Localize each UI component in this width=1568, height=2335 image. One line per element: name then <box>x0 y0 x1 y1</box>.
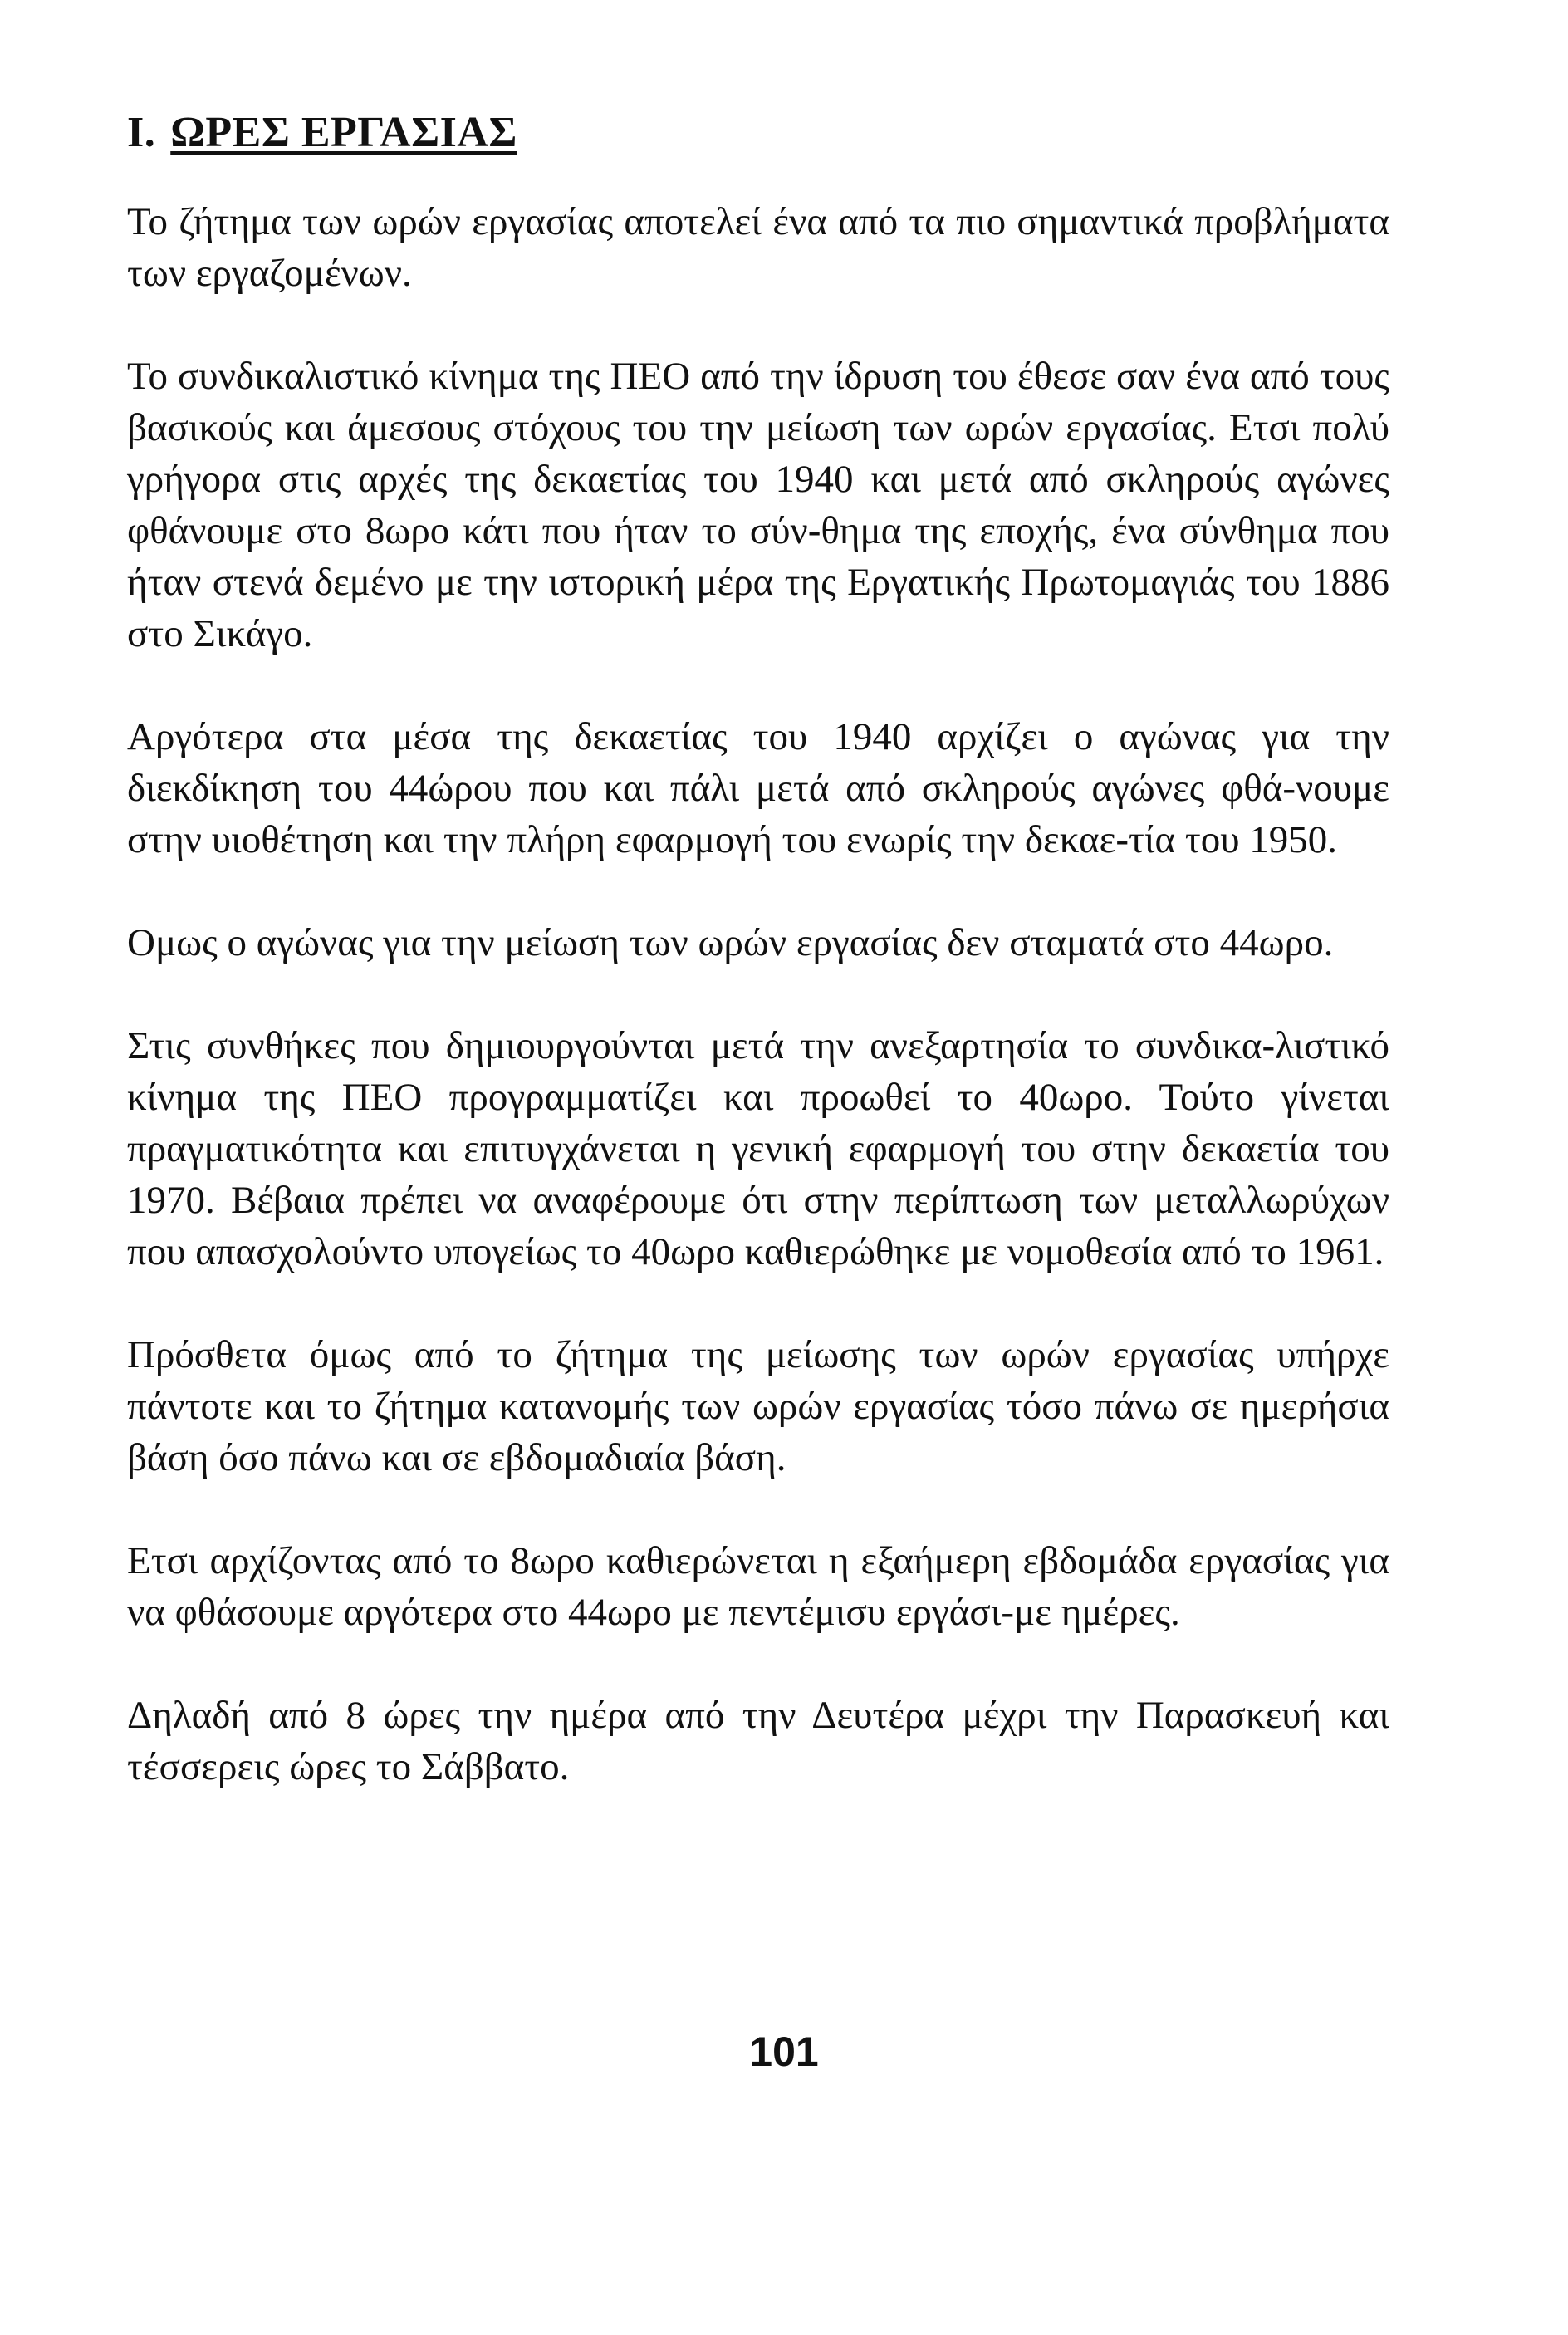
paragraph-4: Ομως ο αγώνας για την μείωση των ωρών εργασίας δεν σταματά στο 44ωρο. <box>127 921 1334 964</box>
page-number: 101 <box>749 2028 819 2075</box>
section-heading <box>127 106 1389 159</box>
paragraph-2: Το συνδικαλιστικό κίνημα της ΠΕΟ από την ίδρυση του έθεσε σαν ένα από τους βασικούς και άμεσους στόχους του την μείωση των ωρών εργασίας. Ετσι πολύ γρήγορα στις αρχές της δεκαετίας του 1940 και μετά από σκληρούς αγώνες φθάνουμε στο 8ωρο κάτι που ήταν το σύν-θημα της εποχής, ένα σύνθημα που ήταν στενά δεμένο με την ιστορική μέρα της Εργατικής Πρωτομαγιάς του 1886 στο Σικάγο. <box>127 355 1389 655</box>
paragraph-8: Δηλαδή από 8 ώρες την ημέρα από την Δευτέρα μέχρι την Παρασκευή και τέσσερεις ώρες το Σάββατο. <box>127 1694 1389 1788</box>
paragraph-7: Ετσι αρχίζοντας από το 8ωρο καθιερώνεται η εξαήμερη εβδομάδα εργασίας για να φθάσουμε αργότερα στο 44ωρο με πεντέμισυ εργάσι-με ημέρες. <box>127 1539 1389 1634</box>
paragraph-1: Το ζήτημα των ωρών εργασίας αποτελεί ένα από τα πιο σημαντικά προβλήματα των εργαζομένων. <box>127 200 1389 295</box>
section-number: I. <box>127 109 156 156</box>
paragraph-6: Πρόσθετα όμως από το ζήτημα της μείωσης των ωρών εργασίας υπήρχε πάντοτε και το ζήτημα κατανομής των ωρών εργασίας τόσο πάνω σε ημερήσια βάση όσο πάνω και σε εβδομαδιαία βάση. <box>127 1333 1389 1479</box>
paragraph-5: Στις συνθήκες που δημιουργούνται μετά την ανεξαρτησία το συνδικα-λιστικό κίνημα της ΠΕΟ προγραμματίζει και προωθεί το 40ωρο. Τούτο γίνεται πραγματικότητα και επιτυγχάνεται η γενική εφαρμογή του στην δεκαετία του 1970. Βέβαια πρέπει να αναφέρουμε ότι στην περίπτωση των μεταλλωρύχων που απασχολούντο υπογείως το 40ωρο καθιερώθηκε με νομοθεσία από το 1961. <box>127 1024 1389 1273</box>
section-title: ΩΡΕΣ ΕΡΓΑΣΙΑΣ <box>170 109 517 156</box>
document-page <box>127 106 1389 1844</box>
paragraph-3: Αργότερα στα μέσα της δεκαετίας του 1940 αρχίζει ο αγώνας για την διεκδίκηση του 44ώρου που και πάλι μετά από σκληρούς αγώνες φθά-νουμε στην υιοθέτηση και την πλήρη εφαρμογή του ενωρίς την δεκαε-τία του 1950. <box>127 715 1389 861</box>
